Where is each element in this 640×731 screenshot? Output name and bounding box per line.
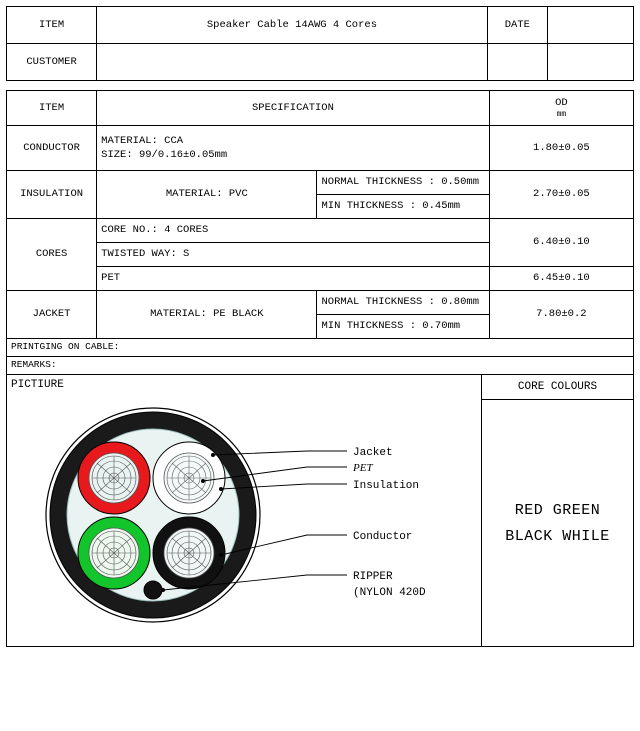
- item-label: ITEM: [7, 7, 97, 44]
- cores-pet-od: 6.45±0.10: [489, 267, 633, 291]
- cores-od: 6.40±0.10: [489, 219, 633, 267]
- bottom-whitespace: [0, 647, 640, 731]
- jacket-normal-thickness: NORMAL THICKNESS : 0.80mm: [317, 291, 489, 315]
- date-label: DATE: [487, 7, 547, 44]
- conductor-material: MATERIAL: CCA: [101, 134, 184, 147]
- core-colours-body: [482, 400, 633, 647]
- conductor-size: SIZE: 99/0.16±0.05mm: [101, 149, 228, 161]
- table-gap: [0, 81, 640, 90]
- row-printing-on-cable: [7, 339, 634, 357]
- customer-extra-1: [487, 44, 547, 81]
- header-row-item: [7, 7, 634, 44]
- specification-table: [6, 90, 634, 375]
- row-cores-no: [7, 219, 634, 243]
- cores-core-no: CORE NO.: 4 CORES: [97, 219, 490, 243]
- customer-label: CUSTOMER: [7, 44, 97, 81]
- callout-jacket: Jacket: [353, 447, 393, 459]
- insulation-label: INSULATION: [7, 171, 97, 219]
- row-cores-pet: [7, 267, 634, 291]
- col-od-unit: mm: [556, 109, 567, 119]
- jacket-min-thickness: MIN THICKNESS : 0.70mm: [317, 315, 489, 339]
- callout-ripper-line-1: RIPPER: [353, 571, 393, 583]
- core-white-strands: [167, 456, 211, 500]
- row-conductor: [7, 126, 634, 171]
- conductor-label: CONDUCTOR: [7, 126, 97, 171]
- picture-label: PICTIURE: [11, 379, 64, 391]
- core-colours-box: [481, 375, 633, 646]
- jacket-od: 7.80±0.2: [489, 291, 633, 339]
- col-item: ITEM: [7, 91, 97, 126]
- cores-pet: PET: [97, 267, 490, 291]
- spec-sheet: [0, 6, 640, 651]
- conductor-spec: [97, 126, 490, 171]
- customer-extra-2: [547, 44, 633, 81]
- cores-twisted-way: TWISTED WAY: S: [97, 243, 490, 267]
- col-od: [489, 91, 633, 126]
- callout-ripper-line-2: (NYLON 420D: [353, 587, 426, 599]
- customer-value: [97, 44, 488, 81]
- header-row-customer: [7, 44, 634, 81]
- insulation-normal-thickness: NORMAL THICKNESS : 0.50mm: [317, 171, 489, 195]
- cores-label: CORES: [7, 219, 97, 291]
- jacket-material: MATERIAL: PE BLACK: [97, 291, 317, 339]
- insulation-min-thickness: MIN THICKNESS : 0.45mm: [317, 195, 489, 219]
- printing-on-cable: PRINTGING ON CABLE:: [7, 339, 634, 357]
- callout-pet: PET: [353, 462, 373, 474]
- row-insulation-normal: [7, 171, 634, 195]
- core-red: [78, 442, 150, 514]
- item-value: Speaker Cable 14AWG 4 Cores: [97, 7, 488, 44]
- core-black-strands: [167, 531, 211, 575]
- header-table: [6, 6, 634, 81]
- core-red-strands: [92, 456, 136, 500]
- callout-conductor: Conductor: [353, 531, 413, 543]
- core-colours-line-2: BLACK WHILE: [505, 527, 610, 545]
- core-colours-line-1: RED GREEN: [514, 502, 601, 519]
- cable-cross-section-drawing: [7, 385, 481, 645]
- spec-header-row: [7, 91, 634, 126]
- core-white: [153, 442, 225, 514]
- core-green-strands: [92, 531, 136, 575]
- core-green: [78, 517, 150, 589]
- insulation-od: 2.70±0.05: [489, 171, 633, 219]
- col-specification: SPECIFICATION: [97, 91, 490, 126]
- picture-area: [6, 375, 634, 647]
- conductor-od: 1.80±0.05: [489, 126, 633, 171]
- callout-insulation: Insulation: [353, 480, 420, 492]
- row-jacket-normal: [7, 291, 634, 315]
- core-colours-title: CORE COLOURS: [482, 375, 633, 400]
- row-remarks: [7, 357, 634, 375]
- insulation-material: MATERIAL: PVC: [97, 171, 317, 219]
- date-value: [547, 7, 633, 44]
- ripper-cord: [144, 581, 162, 599]
- jacket-label: JACKET: [7, 291, 97, 339]
- col-od-text: OD: [555, 96, 568, 109]
- remarks: REMARKS:: [7, 357, 634, 375]
- core-black: [153, 517, 225, 589]
